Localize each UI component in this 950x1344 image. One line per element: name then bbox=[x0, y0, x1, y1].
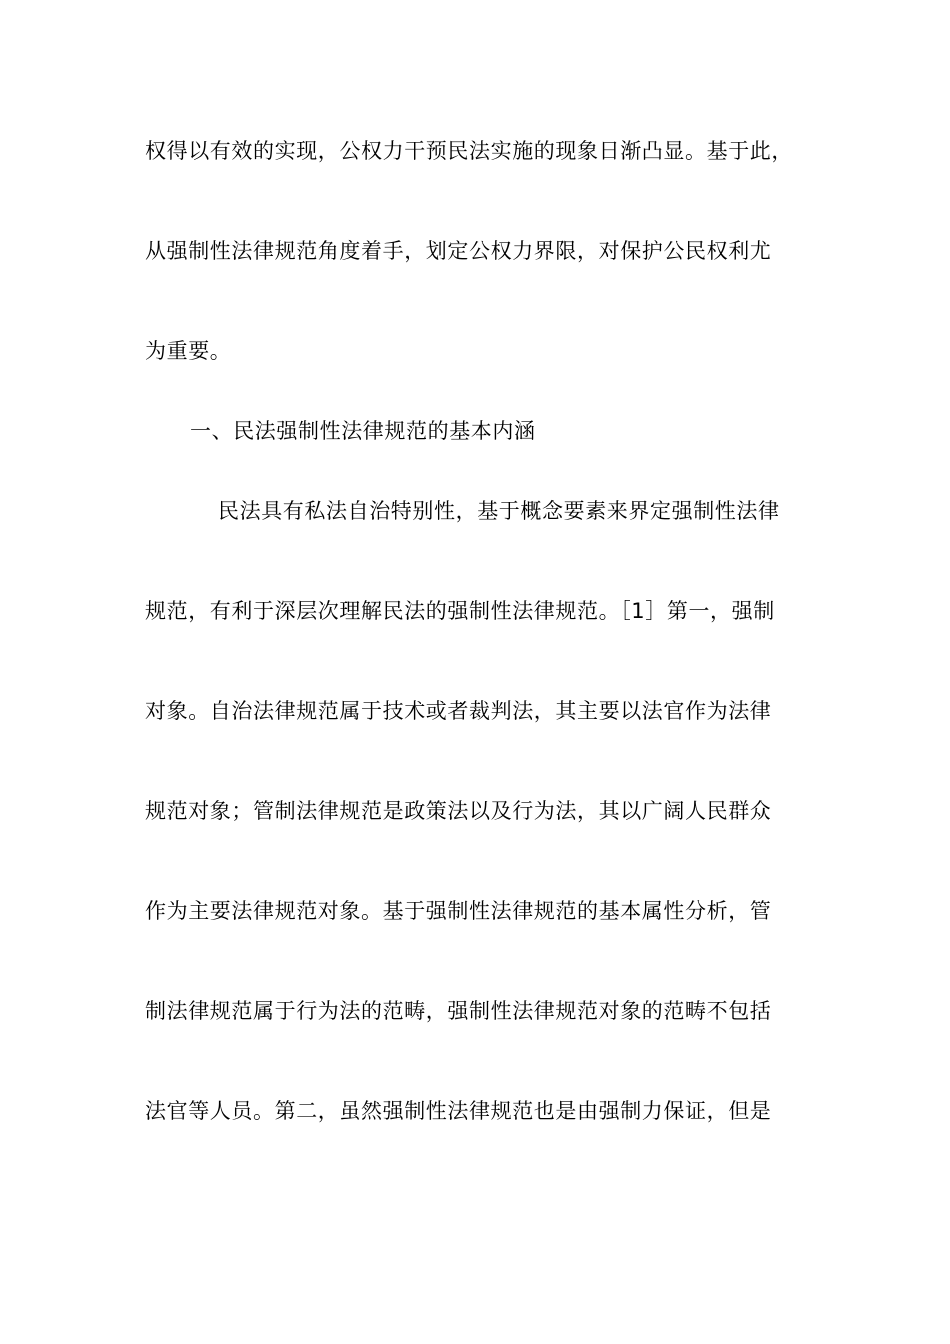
section-heading: 一、民法强制性法律规范的基本内涵 bbox=[190, 419, 536, 443]
paragraph-line-9: 作为主要法律规范对象。基于强制性法律规范的基本属性分析，管 bbox=[145, 899, 772, 923]
paragraph-line-3: 为重要。 bbox=[145, 339, 232, 363]
paragraph-line-8: 规范对象；管制法律规范是政策法以及行为法，其以广阔人民群众 bbox=[145, 799, 772, 823]
paragraph-line-10: 制法律规范属于行为法的范畴，强制性法律规范对象的范畴不包括 bbox=[145, 999, 772, 1023]
paragraph-line-11: 法官等人员。第二，虽然强制性法律规范也是由强制力保证，但是 bbox=[145, 1099, 772, 1123]
paragraph-line-2: 从强制性法律规范角度着手，划定公权力界限，对保护公民权利尤 bbox=[145, 239, 772, 263]
paragraph-line-1: 权得以有效的实现，公权力干预民法实施的现象日渐凸显。基于此， bbox=[145, 139, 793, 163]
paragraph-line-7: 对象。自治法律规范属于技术或者裁判法，其主要以法官作为法律 bbox=[145, 699, 772, 723]
paragraph-line-5: 民法具有私法自治特别性，基于概念要素来界定强制性法律 bbox=[218, 499, 780, 523]
paragraph-line-6: 规范，有利于深层次理解民法的强制性法律规范。［1］第一，强制 bbox=[145, 599, 775, 623]
